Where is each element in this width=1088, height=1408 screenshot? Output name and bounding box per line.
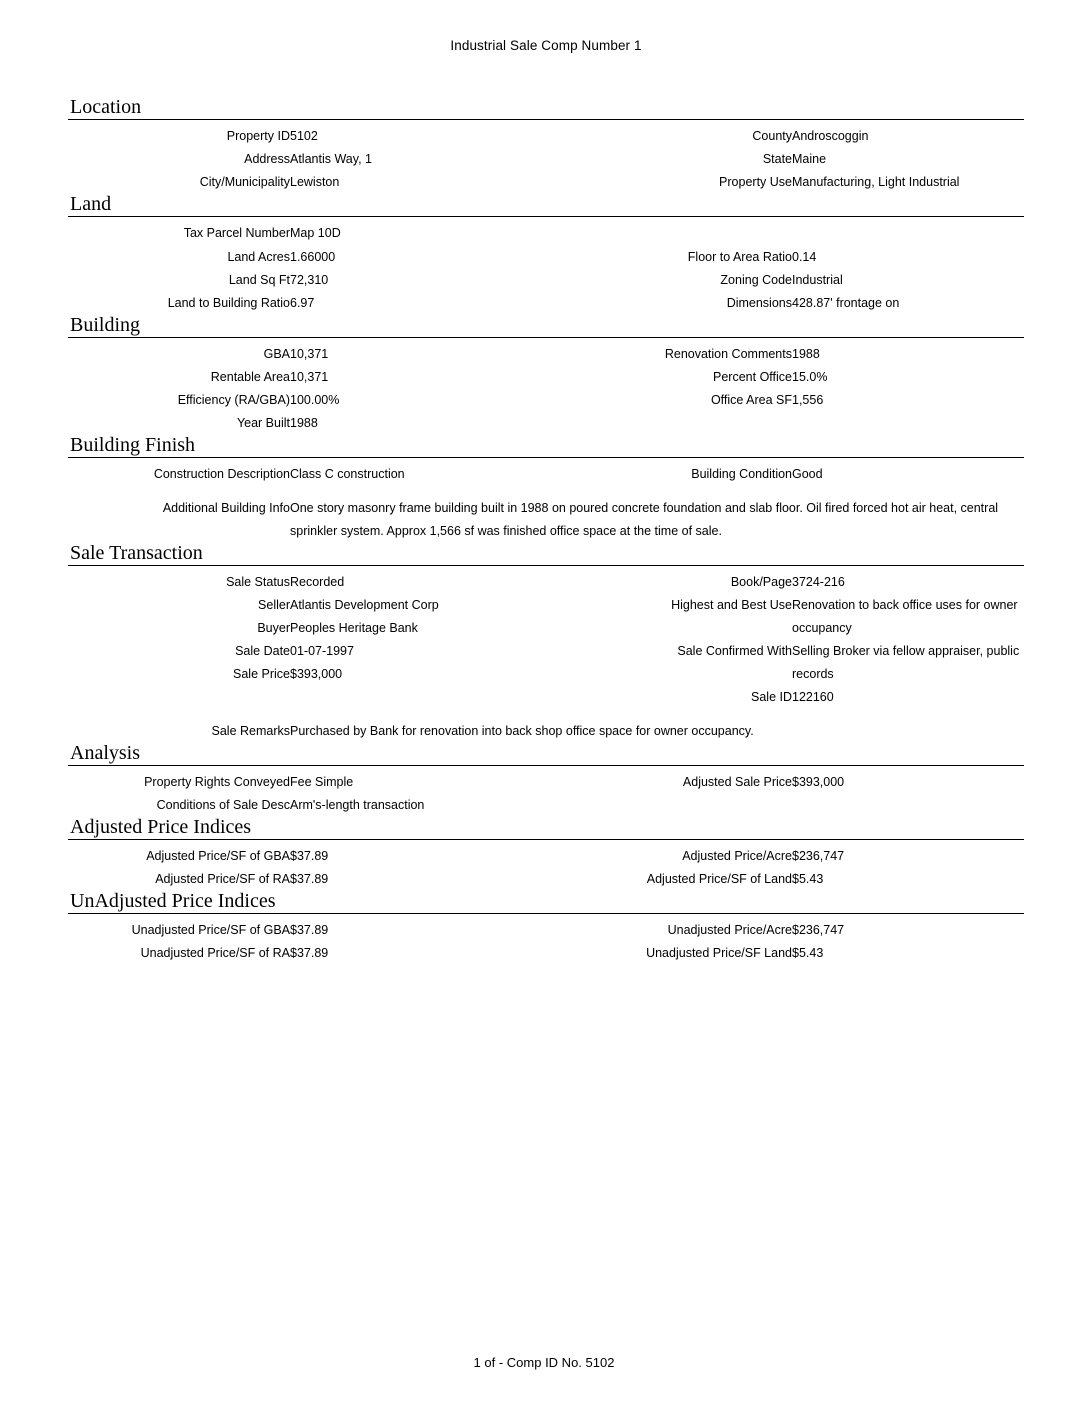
section-heading-land: Land <box>70 193 112 216</box>
field-value <box>792 794 1024 817</box>
field-label <box>68 686 290 709</box>
table-row <box>68 942 1024 965</box>
sale-transaction-table <box>68 571 1024 743</box>
table-row <box>68 497 1024 543</box>
field-label: Additional Building Info <box>162 500 290 515</box>
field-label <box>570 412 792 435</box>
analysis-table <box>68 771 1024 817</box>
field-value: Good <box>792 467 823 482</box>
field-label: Conditions of Sale Desc <box>156 797 290 812</box>
section-heading-sale-transaction: Sale Transaction <box>70 541 203 564</box>
table-row <box>68 594 1024 617</box>
field-label: City/Municipality <box>199 175 290 190</box>
field-label <box>570 617 792 640</box>
field-value: $37.89 <box>290 946 329 961</box>
field-label: Construction Description <box>153 467 290 482</box>
section-location <box>68 97 1024 194</box>
section-divider <box>68 913 1024 914</box>
field-label: Sale Price <box>233 667 290 682</box>
field-label: Rentable Area <box>210 370 290 384</box>
field-label: Tax Parcel Number <box>183 226 290 241</box>
section-adjusted-price-indices <box>68 817 1024 891</box>
field-label: GBA <box>263 346 290 361</box>
field-label: Unadjusted Price/SF of GBA <box>131 923 290 938</box>
field-value: 122160 <box>792 690 834 705</box>
field-value: Fee Simple <box>290 774 354 789</box>
table-row <box>68 571 1024 594</box>
field-value: $236,747 <box>792 848 845 863</box>
table-row <box>68 463 1024 486</box>
field-label: Unadjusted Price/SF of RA <box>140 946 290 961</box>
field-label: Building Condition <box>691 467 792 482</box>
section-building <box>68 315 1024 436</box>
table-row <box>68 171 1024 194</box>
section-land <box>68 194 1024 315</box>
field-label: Property Use <box>719 175 792 190</box>
table-row <box>68 343 1024 366</box>
section-heading-adjusted-price-indices: Adjusted Price Indices <box>70 815 252 838</box>
table-row <box>68 686 1024 709</box>
field-value-sale-confirmed-with: Selling Broker via fellow appraiser, public records <box>792 644 1020 682</box>
section-heading-location: Location <box>70 96 142 118</box>
field-value: $5.43 <box>792 872 824 886</box>
field-label: Sale ID <box>751 690 792 705</box>
field-label: Zoning Code <box>720 272 792 287</box>
field-label: Adjusted Price/Acre <box>682 848 792 863</box>
field-label: Property Rights Conveyed <box>144 774 290 789</box>
section-heading-building: Building <box>70 313 141 336</box>
table-row <box>68 269 1024 292</box>
field-value: 100.00% <box>290 393 340 408</box>
field-value <box>290 686 570 709</box>
field-value: Maine <box>792 152 827 167</box>
field-label: Adjusted Price/SF of GBA <box>146 848 290 863</box>
field-value: 72,310 <box>290 272 329 287</box>
table-row <box>68 246 1024 269</box>
section-building-finish <box>68 435 1024 542</box>
table-row <box>68 125 1024 148</box>
field-value: Industrial <box>792 272 843 287</box>
section-divider <box>68 765 1024 766</box>
section-heading-building-finish: Building Finish <box>70 434 196 457</box>
field-label: Floor to Area Ratio <box>687 249 792 264</box>
section-heading-unadjusted-price-indices: UnAdjusted Price Indices <box>70 890 276 913</box>
section-unadjusted-price-indices <box>68 891 1024 965</box>
building-finish-table <box>68 463 1024 542</box>
field-value: 1.66000 <box>290 249 336 264</box>
field-label: Office Area SF <box>710 393 792 408</box>
field-label: Percent Office <box>713 370 792 384</box>
field-label: Property ID <box>226 129 290 143</box>
table-row <box>68 148 1024 171</box>
field-label: Highest and Best Use <box>671 597 792 612</box>
field-value: $37.89 <box>290 923 329 938</box>
field-value <box>792 222 1024 245</box>
field-label: Unadjusted Price/Acre <box>667 923 792 938</box>
field-label: Adjusted Sale Price <box>682 774 792 789</box>
section-divider <box>68 457 1024 458</box>
page-footer: 1 of - Comp ID No. 5102 <box>473 1355 615 1370</box>
field-value: 0.14 <box>792 249 817 264</box>
row-spacer <box>68 710 1024 720</box>
field-value: $393,000 <box>290 667 343 682</box>
field-value: $37.89 <box>290 848 329 863</box>
field-value: $236,747 <box>792 923 845 938</box>
field-value: Atlantis Way, 1 <box>290 152 372 167</box>
field-value: $393,000 <box>792 774 845 789</box>
section-analysis <box>68 743 1024 817</box>
field-label: Land Acres <box>227 249 290 264</box>
section-divider <box>68 337 1024 338</box>
field-value: Atlantis Development Corp <box>290 597 439 612</box>
field-label: Sale Date <box>235 644 290 659</box>
table-row <box>68 720 1024 743</box>
table-row <box>68 366 1024 389</box>
field-label: Sale Confirmed With <box>677 644 792 659</box>
field-value: 15.0% <box>792 370 828 384</box>
field-value: Manufacturing, Light Industrial <box>792 175 960 190</box>
field-value: Arm's-length transaction <box>290 797 425 812</box>
table-row <box>68 868 1024 891</box>
table-row <box>68 222 1024 245</box>
section-sale-transaction <box>68 543 1024 743</box>
table-row <box>68 919 1024 942</box>
adjusted-price-indices-table <box>68 845 1024 891</box>
field-label: Sale Remarks <box>211 723 290 738</box>
section-heading-analysis: Analysis <box>70 741 140 764</box>
field-label <box>570 222 792 245</box>
field-label: Seller <box>258 597 290 612</box>
field-value: 6.97 <box>290 295 315 310</box>
field-label <box>570 794 792 817</box>
table-row <box>68 845 1024 868</box>
unadjusted-price-indices-table <box>68 919 1024 965</box>
field-value: Recorded <box>290 574 345 589</box>
field-value: 01-07-1997 <box>290 644 354 659</box>
field-label: Adjusted Price/SF of RA <box>155 872 290 886</box>
location-table <box>68 125 1024 194</box>
field-label: Book/Page <box>730 574 792 589</box>
table-row <box>68 640 1024 663</box>
field-value: $5.43 <box>792 946 824 961</box>
field-value: Class C construction <box>290 467 405 482</box>
field-label: Year Built <box>236 416 290 431</box>
field-value-additional-building-info: One story masonry frame building built in 1988 on poured concrete foundation and slab floor. Oil fired forced hot air heat, central sprinkler system. Approx 1,566 sf was finished office space at the time of sale. <box>290 500 999 538</box>
field-label: Efficiency (RA/GBA) <box>177 393 290 408</box>
section-divider <box>68 119 1024 120</box>
field-label: Buyer <box>257 621 290 635</box>
page-title: Industrial Sale Comp Number 1 <box>450 38 642 53</box>
field-label <box>570 663 792 686</box>
table-row <box>68 794 1024 817</box>
field-value: 1,556 <box>792 393 824 408</box>
field-value-highest-best-use: Renovation to back office uses for owner occupancy <box>792 597 1018 635</box>
field-value: Lewiston <box>290 175 340 190</box>
field-value: 428.87' frontage on <box>792 295 900 310</box>
field-value: $37.89 <box>290 872 329 886</box>
field-value-sale-remarks: Purchased by Bank for renovation into back shop office space for owner occupancy. <box>290 723 754 738</box>
field-label: County <box>752 129 792 143</box>
field-label: Address <box>244 152 290 167</box>
field-value: 10,371 <box>290 346 329 361</box>
field-label: Dimensions <box>726 295 792 310</box>
field-label: Land Sq Ft <box>228 272 290 287</box>
table-row <box>68 412 1024 435</box>
table-row <box>68 292 1024 315</box>
table-row <box>68 389 1024 412</box>
field-value: Map 10D <box>290 226 341 241</box>
table-row <box>68 771 1024 794</box>
section-divider <box>68 839 1024 840</box>
field-value: Peoples Heritage Bank <box>290 621 418 635</box>
building-table <box>68 343 1024 436</box>
field-label: Land to Building Ratio <box>167 295 290 310</box>
field-label: Sale Status <box>226 574 290 589</box>
land-table <box>68 222 1024 315</box>
section-divider <box>68 565 1024 566</box>
field-label: Unadjusted Price/SF Land <box>646 946 792 961</box>
field-value <box>792 412 1024 435</box>
field-value: Androscoggin <box>792 129 869 143</box>
field-value: 10,371 <box>290 370 329 384</box>
field-label: State <box>762 152 792 167</box>
field-label: Renovation Comments <box>664 346 792 361</box>
section-divider <box>68 216 1024 217</box>
field-value: 3724-216 <box>792 574 845 589</box>
row-spacer <box>68 487 1024 497</box>
field-value: 1988 <box>792 346 820 361</box>
field-label: Adjusted Price/SF of Land <box>646 872 792 886</box>
field-value: 1988 <box>290 416 318 431</box>
field-value: 5102 <box>290 129 318 143</box>
